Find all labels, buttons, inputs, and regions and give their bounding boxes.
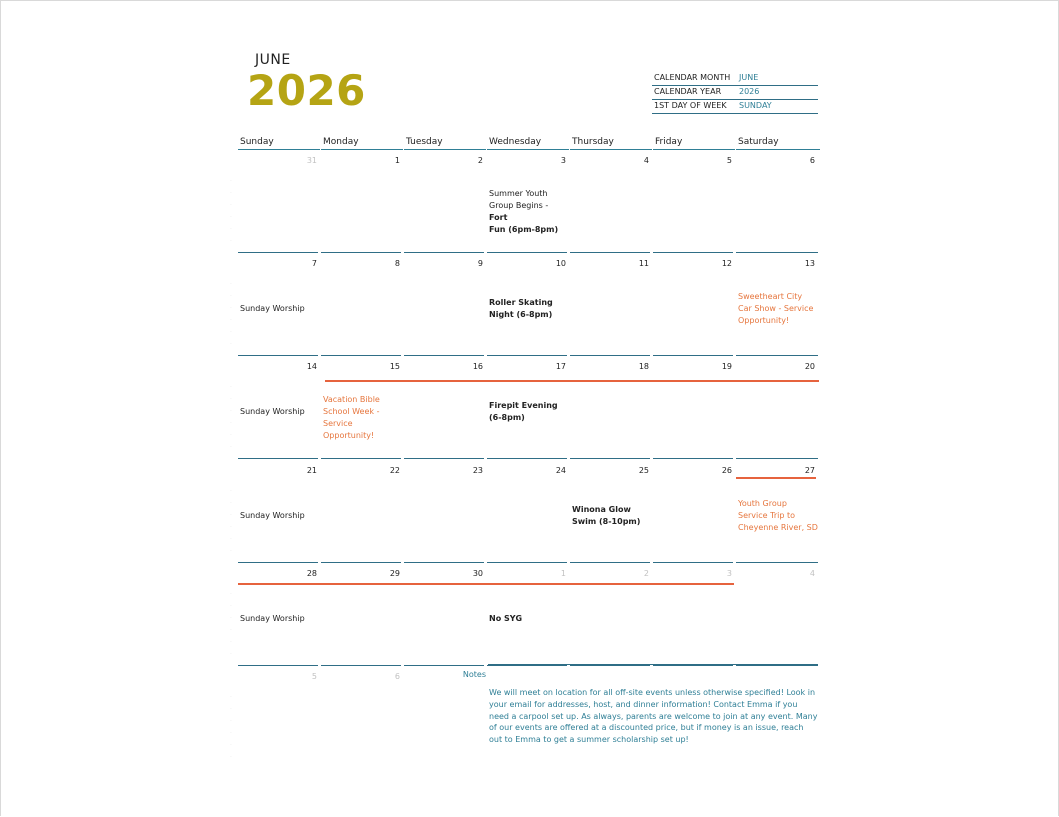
calendar-event[interactable]: Sunday Worship bbox=[240, 614, 305, 623]
row-marker: · bbox=[230, 536, 232, 543]
settings-row-month bbox=[652, 72, 818, 86]
day-number[interactable]: 19 bbox=[721, 362, 732, 371]
row-marker: · bbox=[230, 754, 232, 761]
calendar-event[interactable]: Sunday Worship bbox=[240, 511, 305, 520]
cell-divider bbox=[653, 252, 733, 253]
cell-divider bbox=[487, 562, 567, 563]
cell-divider bbox=[570, 562, 650, 563]
row-marker: · bbox=[230, 305, 232, 312]
settings-value[interactable]: SUNDAY bbox=[739, 101, 772, 110]
weekday-header: Saturday bbox=[736, 137, 820, 150]
cell-divider bbox=[321, 665, 401, 666]
row-marker: · bbox=[230, 178, 232, 185]
row-marker: · bbox=[230, 591, 232, 598]
day-number[interactable]: 4 bbox=[809, 569, 815, 578]
cell-divider bbox=[653, 562, 733, 563]
weekday-header: Tuesday bbox=[404, 137, 486, 150]
row-marker: · bbox=[230, 730, 232, 737]
calendar-event[interactable]: Vacation Bible School Week - Service Opportunity! bbox=[323, 395, 380, 440]
cell-divider bbox=[238, 458, 318, 459]
row-marker: · bbox=[230, 329, 232, 336]
row-marker: · bbox=[230, 615, 232, 622]
day-number[interactable]: 11 bbox=[638, 259, 649, 268]
day-number[interactable]: 5 bbox=[311, 672, 317, 681]
notes-text: We will meet on location for all off-site events unless otherwise specified! Look in your email for addresses, host, and dinner information! Contact Emma if you need a carpool set up. As always, parents are welcome to join at any event. Many of our events are offered at a discounted price, but if money is an issue, reach out to Emma to get a summer scholarship set up! bbox=[489, 688, 818, 745]
day-number[interactable]: 21 bbox=[306, 466, 317, 475]
day-number[interactable]: 22 bbox=[389, 466, 400, 475]
row-marker: · bbox=[230, 651, 232, 658]
day-number[interactable]: 24 bbox=[555, 466, 566, 475]
day-number[interactable]: 10 bbox=[555, 259, 566, 268]
cell-divider bbox=[238, 562, 318, 563]
settings-row-year bbox=[652, 86, 818, 100]
day-number[interactable]: 25 bbox=[638, 466, 649, 475]
calendar-event[interactable]: Winona Glow Swim (8-10pm) bbox=[572, 505, 641, 526]
day-number[interactable]: 20 bbox=[804, 362, 815, 371]
day-number[interactable]: 28 bbox=[306, 569, 317, 578]
day-number[interactable]: 5 bbox=[726, 156, 732, 165]
day-number[interactable]: 30 bbox=[472, 569, 483, 578]
weekday-header: Monday bbox=[321, 137, 403, 150]
day-number[interactable]: 17 bbox=[555, 362, 566, 371]
day-number[interactable]: 7 bbox=[311, 259, 317, 268]
cell-divider bbox=[404, 665, 484, 666]
row-marker: · bbox=[230, 488, 232, 495]
day-number[interactable]: 27 bbox=[804, 466, 815, 475]
month-label: JUNE bbox=[255, 52, 291, 68]
cell-divider bbox=[570, 665, 650, 666]
row-marker: · bbox=[230, 627, 232, 634]
calendar-event[interactable]: Youth Group Service Trip to Cheyenne River, SD bbox=[738, 499, 818, 532]
notes-label: Notes bbox=[462, 670, 486, 679]
cell-divider bbox=[487, 355, 567, 356]
row-marker: · bbox=[230, 226, 232, 233]
row-marker: · bbox=[230, 548, 232, 555]
row-marker: · bbox=[230, 408, 232, 415]
settings-row-first-day bbox=[652, 100, 818, 114]
day-number[interactable]: 1 bbox=[560, 569, 566, 578]
calendar-event[interactable]: Sunday Worship bbox=[240, 304, 305, 313]
cell-divider bbox=[487, 665, 567, 666]
calendar-event[interactable]: Roller Skating Night (6-8pm) bbox=[489, 298, 553, 319]
row-marker: · bbox=[230, 694, 232, 701]
row-marker: · bbox=[230, 384, 232, 391]
cell-divider bbox=[736, 665, 818, 666]
year-label: 2026 bbox=[247, 66, 366, 115]
weekday-header: Sunday bbox=[238, 137, 320, 150]
cell-divider bbox=[736, 562, 818, 563]
row-marker: · bbox=[230, 524, 232, 531]
cell-divider bbox=[238, 355, 318, 356]
row-marker: · bbox=[230, 293, 232, 300]
cell-divider bbox=[321, 562, 401, 563]
row-marker: · bbox=[230, 190, 232, 197]
calendar-event[interactable]: No SYG bbox=[489, 614, 523, 623]
row-marker: · bbox=[230, 512, 232, 519]
row-marker: · bbox=[230, 444, 232, 451]
day-number[interactable]: 13 bbox=[804, 259, 815, 268]
day-number[interactable]: 4 bbox=[643, 156, 649, 165]
cell-divider bbox=[321, 355, 401, 356]
calendar-event[interactable]: Sweetheart City Car Show - Service Opportunity! bbox=[738, 292, 814, 325]
row-marker: · bbox=[230, 202, 232, 209]
settings-value[interactable]: JUNE bbox=[739, 73, 759, 82]
day-number[interactable]: 16 bbox=[472, 362, 483, 371]
row-marker: · bbox=[230, 238, 232, 245]
cell-divider bbox=[321, 458, 401, 459]
weekday-header: Friday bbox=[653, 137, 735, 150]
day-number[interactable]: 12 bbox=[721, 259, 732, 268]
day-number[interactable]: 9 bbox=[477, 259, 483, 268]
row-marker: · bbox=[230, 718, 232, 725]
cell-divider bbox=[736, 252, 818, 253]
cell-divider bbox=[487, 458, 567, 459]
weekday-header: Wednesday bbox=[487, 137, 569, 150]
settings-value[interactable]: 2026 bbox=[739, 87, 760, 96]
row-marker: · bbox=[230, 742, 232, 749]
cell-divider bbox=[570, 355, 650, 356]
cell-divider bbox=[487, 252, 567, 253]
day-number[interactable]: 1 bbox=[394, 156, 400, 165]
row-marker: · bbox=[230, 500, 232, 507]
event-span-bar bbox=[238, 583, 734, 585]
day-number[interactable]: 8 bbox=[394, 259, 400, 268]
event-span-bar bbox=[325, 380, 819, 382]
settings-label: CALENDAR MONTH bbox=[654, 73, 731, 82]
row-marker: · bbox=[230, 432, 232, 439]
day-number[interactable]: 3 bbox=[560, 156, 566, 165]
row-marker: · bbox=[230, 317, 232, 324]
cell-divider bbox=[653, 665, 733, 666]
day-number[interactable]: 23 bbox=[472, 466, 483, 475]
cell-divider bbox=[238, 665, 318, 666]
day-number[interactable]: 18 bbox=[638, 362, 649, 371]
day-number[interactable]: 3 bbox=[726, 569, 732, 578]
cell-divider bbox=[404, 355, 484, 356]
cell-divider bbox=[404, 458, 484, 459]
cell-divider bbox=[736, 355, 818, 356]
settings-label: CALENDAR YEAR bbox=[654, 87, 722, 96]
row-marker: · bbox=[230, 639, 232, 646]
day-number[interactable]: 29 bbox=[389, 569, 400, 578]
event-span-bar bbox=[736, 477, 816, 479]
day-number[interactable]: 2 bbox=[477, 156, 483, 165]
weekday-header: Thursday bbox=[570, 137, 652, 150]
notes-divider bbox=[488, 664, 818, 665]
row-marker: · bbox=[230, 603, 232, 610]
cell-divider bbox=[570, 458, 650, 459]
row-marker: · bbox=[230, 706, 232, 713]
day-number[interactable]: 6 bbox=[809, 156, 815, 165]
calendar-event[interactable]: Sunday Worship bbox=[240, 407, 305, 416]
cell-divider bbox=[736, 458, 818, 459]
day-number[interactable]: 6 bbox=[394, 672, 400, 681]
cell-divider bbox=[404, 562, 484, 563]
calendar-settings bbox=[652, 72, 818, 114]
cell-divider bbox=[321, 252, 401, 253]
day-number[interactable]: 2 bbox=[643, 569, 649, 578]
cell-divider bbox=[238, 252, 318, 253]
settings-label: 1ST DAY OF WEEK bbox=[654, 101, 727, 110]
row-marker: · bbox=[230, 214, 232, 221]
row-marker: · bbox=[230, 420, 232, 427]
cell-divider bbox=[404, 252, 484, 253]
cell-divider bbox=[653, 355, 733, 356]
calendar-event[interactable]: Firepit Evening (6-8pm) bbox=[489, 401, 558, 422]
calendar-event[interactable]: Summer Youth Group Begins - Fort Fun (6pm-8pm) bbox=[489, 189, 559, 234]
day-number[interactable]: 14 bbox=[306, 362, 317, 371]
row-marker: · bbox=[230, 396, 232, 403]
row-marker: · bbox=[230, 341, 232, 348]
cell-divider bbox=[653, 458, 733, 459]
day-number[interactable]: 26 bbox=[721, 466, 732, 475]
day-number[interactable]: 31 bbox=[306, 156, 317, 165]
row-marker: · bbox=[230, 281, 232, 288]
cell-divider bbox=[570, 252, 650, 253]
day-number[interactable]: 15 bbox=[389, 362, 400, 371]
